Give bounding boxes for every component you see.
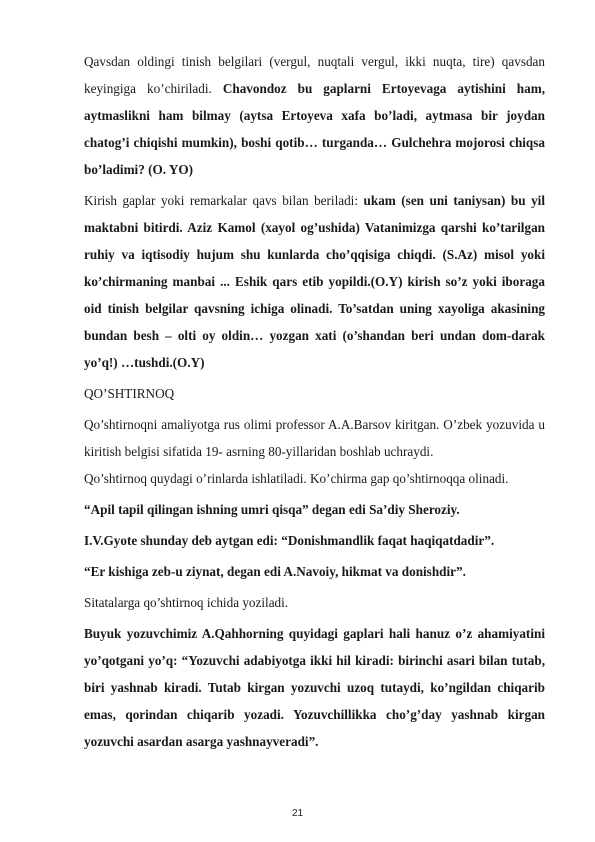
paragraph-qahhor-quote: Buyuk yozuvchimiz A.Qahhorning quyidagi gaplari hali hanuz o’z ahamiyatini yo’qotgani yo’q: “Yozuvchi adabiyotga ikki hil kiradi: birinchi asari bilan tutab, biri yashnab kiradi. Tutab kirgan yozuvchi uzoq tutaydi, ko’ngildan chiqarib emas, qorindan chiqarib yozadi. Yozuvchillikka cho’g’day yashnab kirgan yozuvchi asardan asarga yashnayveradi”. <box>84 626 545 749</box>
quote-example-2: I.V.Gyote shunday deb aytgan edi: “Donishmandlik faqat haqiqatdadir”. <box>84 533 495 548</box>
paragraph-parenthesis-punctuation <box>84 48 545 183</box>
paragraph-usage: Qo’shtirnoq quydagi o’rinlarda ishlatiladi. Ko’chirma gap qo’shtirnoqqa olinadi. <box>84 471 509 486</box>
quote-example-3: “Er kishiga zeb-u ziynat, degan edi A.Navoiy, hikmat va donishdir”. <box>84 564 466 579</box>
document-body <box>84 48 545 755</box>
example-text: Chavondoz bu gaplarni Ertoyevaga aytishini ham, aytmaslikni ham bilmay (aytsa Ertoyeva xafa bo’ladi, aytmasa bir joydan chatog’i chiqishi mumkin), boshi qotib… turganda… Gulchehra mojorosi chiqsa bo’ladimi? (O. YO) <box>84 81 545 177</box>
paragraph-text: Qavsdan oldingi tinish belgilari (vergul, nuqtali vergul, ikki nuqta, tire) qavsdan keyingiga ko’chiriladi. <box>84 54 545 96</box>
paragraph-text: Kirish gaplar yoki remarkalar qavs bilan beriladi: <box>84 193 364 208</box>
example-text: ukam (sen uni taniysan) bu yil maktabni bitirdi. Aziz Kamol (xayol og’ushida) Vatanimizga qarshi ko’tarilgan ruhiy va iqtisodiy hujum shu kunlarda cho’qqisiga chiqdi. (S.Az) misol yoki ko’chirmaning manbai ... Eshik qars etib yopildi.(O.Y) kirish so’z yoki iboraga oid tinish belgilar qavsning ichiga olinadi. To’satdan uning xayoliga akasining bundan besh – olti oy oldin… yozgan xati (o’shandan beri undan dom-darak yo’q!) …tushdi.(O.Y) <box>84 193 545 370</box>
quote-example-1: “Apil tapil qilingan ishning umri qisqa” degan edi Sa’diy Sheroziy. <box>84 502 460 517</box>
paragraph-citations: Sitatalarga qo’shtirnoq ichida yoziladi. <box>84 595 289 610</box>
page-number: 21 <box>291 808 304 819</box>
paragraph-barsov: Qo’shtirnoqni amaliyotga rus olimi professor A.A.Barsov kiritgan. O’zbek yozuvida u kiritish belgisi sifatida 19- asrning 80-yillaridan boshlab uchraydi. <box>84 417 545 459</box>
paragraph-parenthesis-remarks <box>84 187 545 376</box>
section-heading: QO’SHTIRNOQ <box>84 386 175 401</box>
